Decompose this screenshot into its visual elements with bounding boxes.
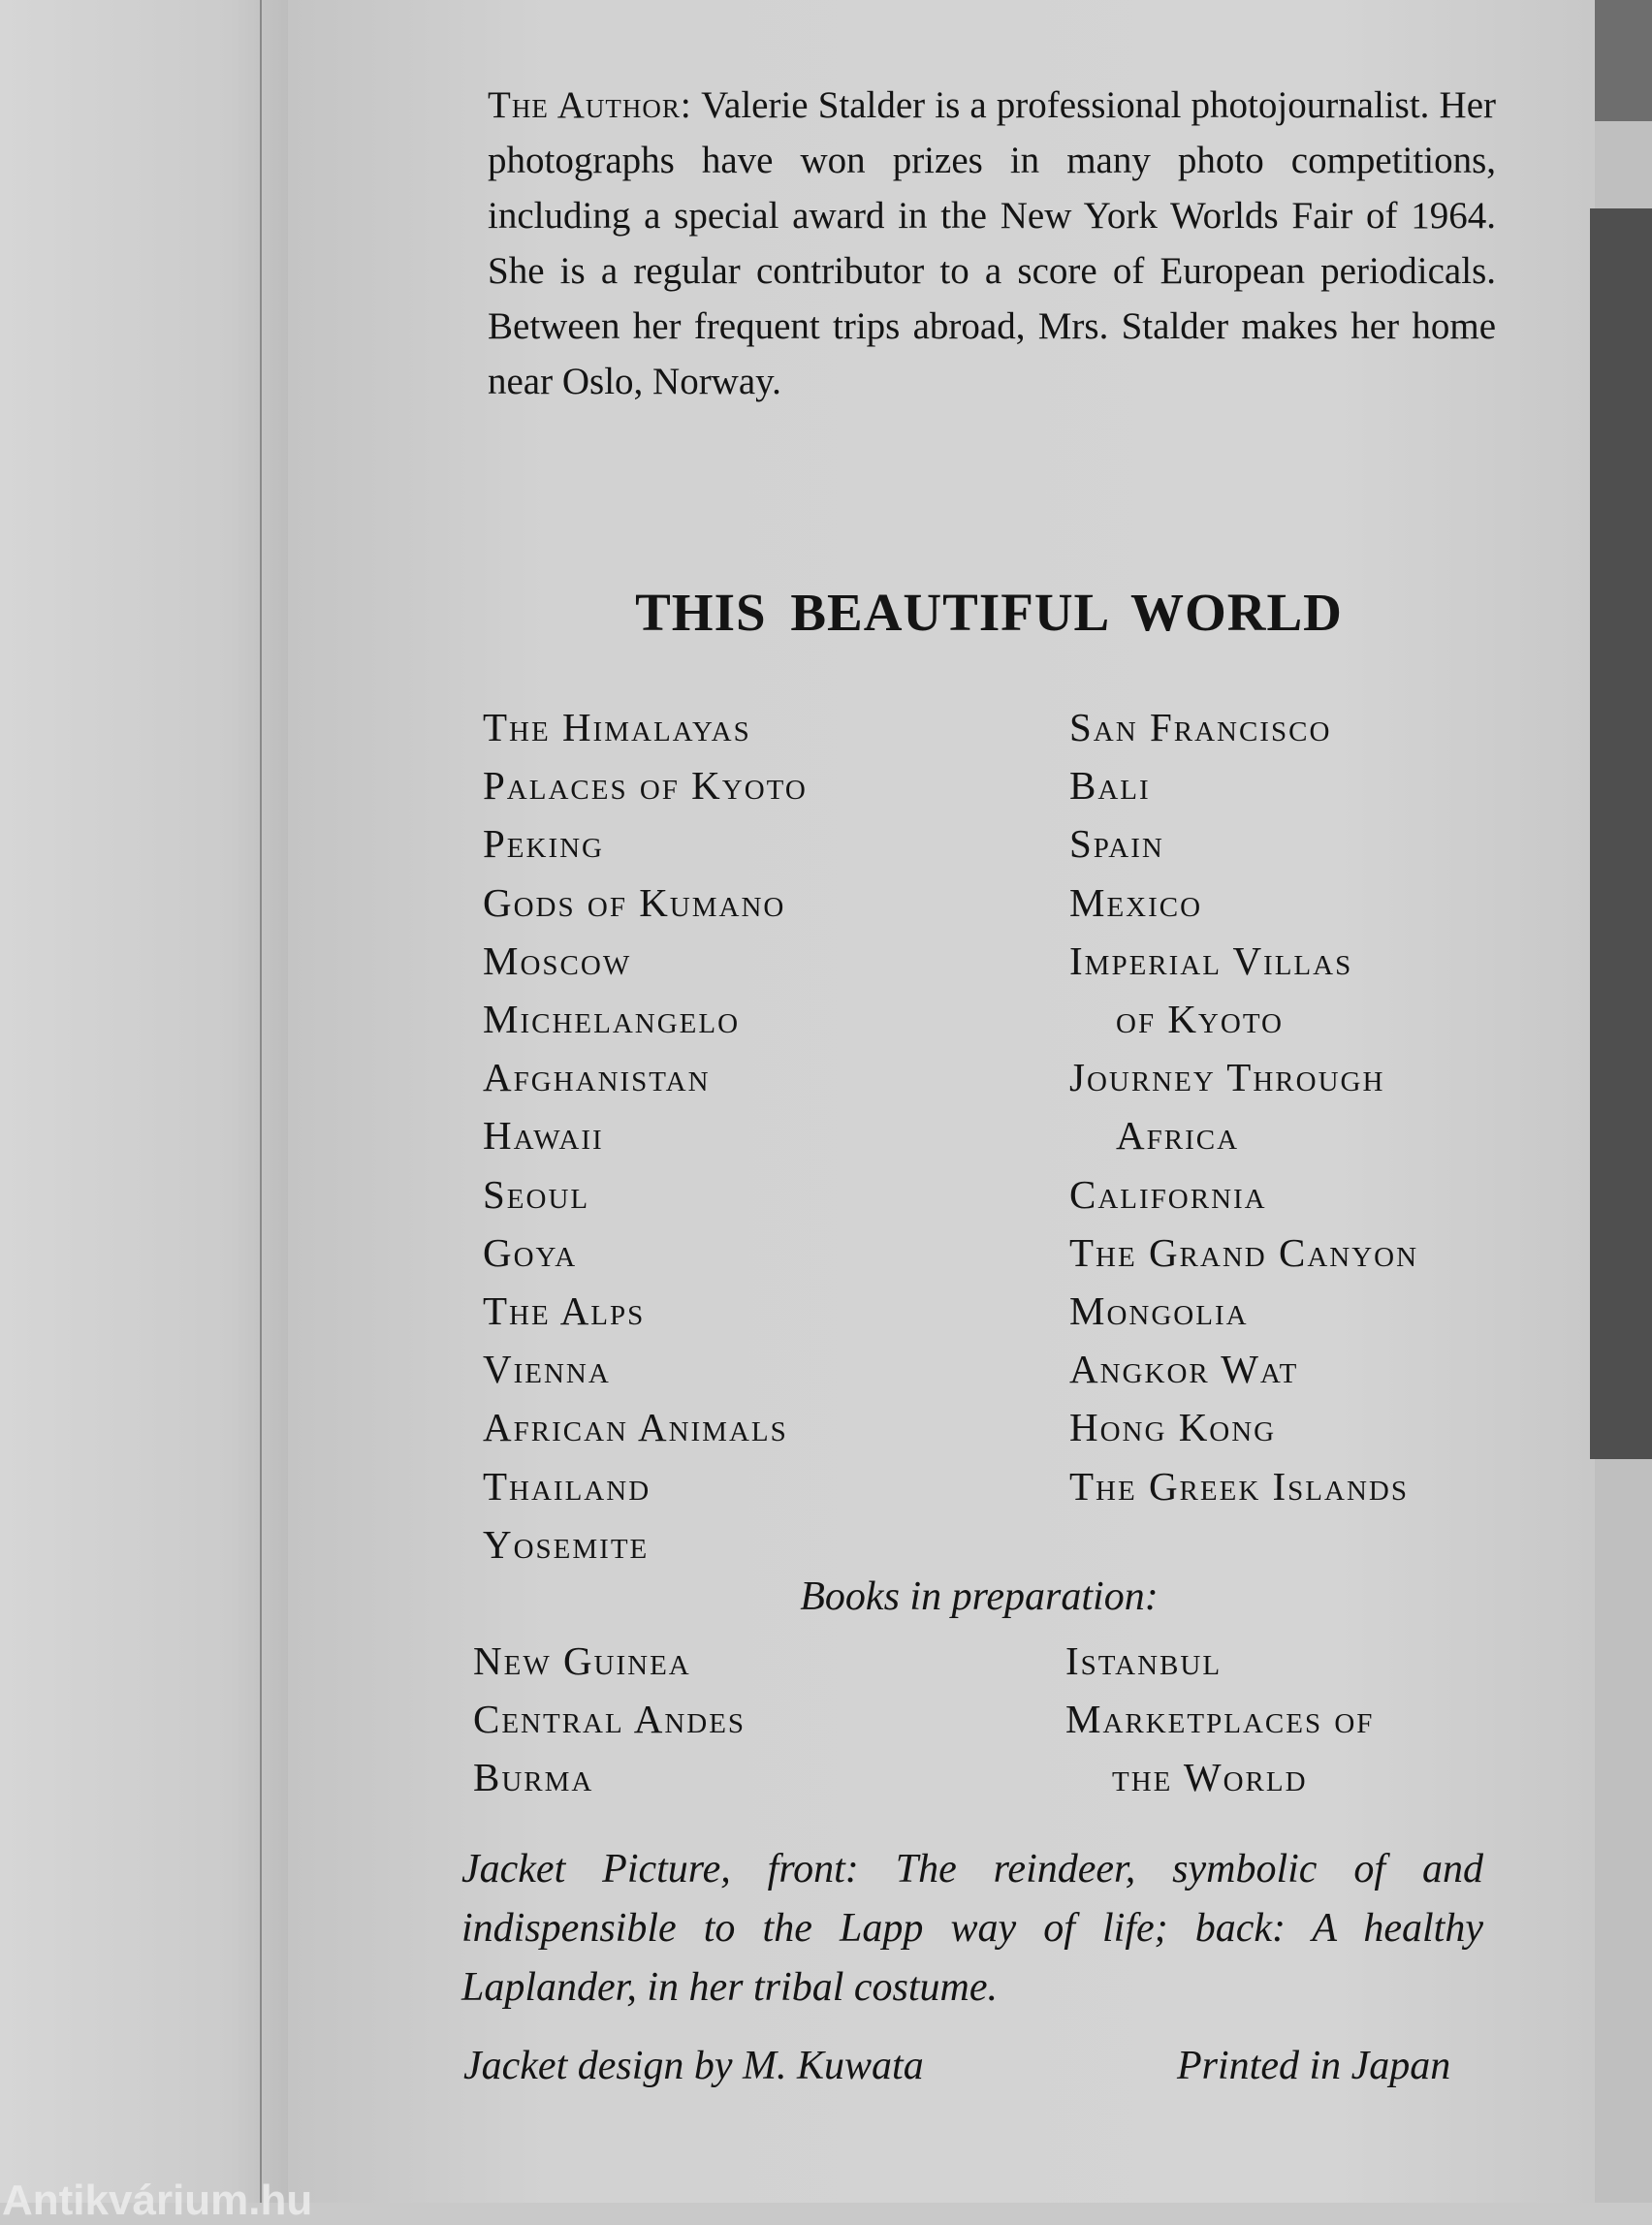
- book-title: Journey Through: [1069, 1055, 1385, 1100]
- book-title: Seoul: [483, 1171, 590, 1217]
- titles-left: [483, 698, 808, 1573]
- book-title: Gods of Kumano: [483, 879, 786, 925]
- facing-page: [0, 0, 288, 2203]
- book-title: Goya: [483, 1229, 578, 1275]
- book-title: The Himalayas: [483, 705, 751, 749]
- book-title: Mongolia: [1069, 1288, 1249, 1334]
- watermark: Antikvárium.hu: [2, 2177, 313, 2224]
- design-credit: Jacket design by M. Kuwata: [463, 2044, 924, 2088]
- book-title: New Guinea: [473, 1638, 691, 1683]
- cover-edge-dark: [1595, 0, 1652, 121]
- book-title: the World: [1112, 1755, 1308, 1800]
- book-title: The Grand Canyon: [1069, 1229, 1419, 1275]
- book-title: Central Andes: [473, 1697, 747, 1742]
- book-title: The Alps: [483, 1288, 646, 1334]
- book-title: Vienna: [483, 1347, 611, 1392]
- book-title: San Francisco: [1069, 705, 1332, 749]
- book-title: Spain: [1069, 821, 1164, 867]
- book-title: Palaces of Kyoto: [483, 763, 808, 809]
- prep-right: [1065, 1632, 1374, 1807]
- book-title: Afghanistan: [483, 1055, 711, 1100]
- book-title: Michelangelo: [483, 997, 741, 1042]
- page-edge: [260, 0, 262, 2203]
- book-title: Moscow: [483, 938, 632, 983]
- book-title: of Kyoto: [1116, 997, 1284, 1042]
- book-title: California: [1069, 1171, 1267, 1217]
- book-title: Hong Kong: [1069, 1405, 1277, 1450]
- book-title: Istanbul: [1065, 1638, 1223, 1683]
- book-title: Angkor Wat: [1069, 1347, 1299, 1392]
- prep-label: Books in preparation:: [800, 1574, 1159, 1619]
- book-title: Imperial Villas: [1069, 938, 1353, 983]
- author-bio: [488, 78, 1496, 409]
- prep-left: [473, 1632, 746, 1807]
- book-title: Marketplaces of: [1065, 1697, 1375, 1742]
- book-title: Thailand: [483, 1463, 651, 1509]
- book-title: Yosemite: [483, 1521, 650, 1567]
- printed-in: Printed in Japan: [1177, 2044, 1451, 2088]
- author-label: The Author:: [488, 84, 692, 126]
- book-title: The Greek Islands: [1069, 1463, 1409, 1509]
- book-title: African Animals: [483, 1405, 788, 1450]
- book-title: Hawaii: [483, 1113, 604, 1159]
- titles-right: [1069, 698, 1418, 1515]
- book-title: Africa: [1116, 1113, 1240, 1159]
- book-title: Peking: [483, 821, 605, 867]
- jacket-caption: Jacket Picture, front: The reindeer, symbolic of and indispensible to the Lapp way of life; back: A healthy Laplander, in her tribal costume.: [461, 1847, 1483, 2010]
- series-title: THIS BEAUTIFUL WORLD: [635, 583, 1343, 642]
- book-title: Mexico: [1069, 879, 1203, 925]
- book-title: Burma: [473, 1755, 594, 1800]
- book-title: Bali: [1069, 763, 1151, 809]
- cover-photo-edge: [1590, 208, 1652, 1459]
- author-text: Valerie Stalder is a professional photojournalist. Her photographs have won prizes in many photo competitions, including a special award in the New York Worlds Fair of 1964. She is a regular contributor to a score of European periodicals. Between her frequent trips abroad, Mrs. Stalder makes her home near Oslo, Norway.: [488, 84, 1496, 402]
